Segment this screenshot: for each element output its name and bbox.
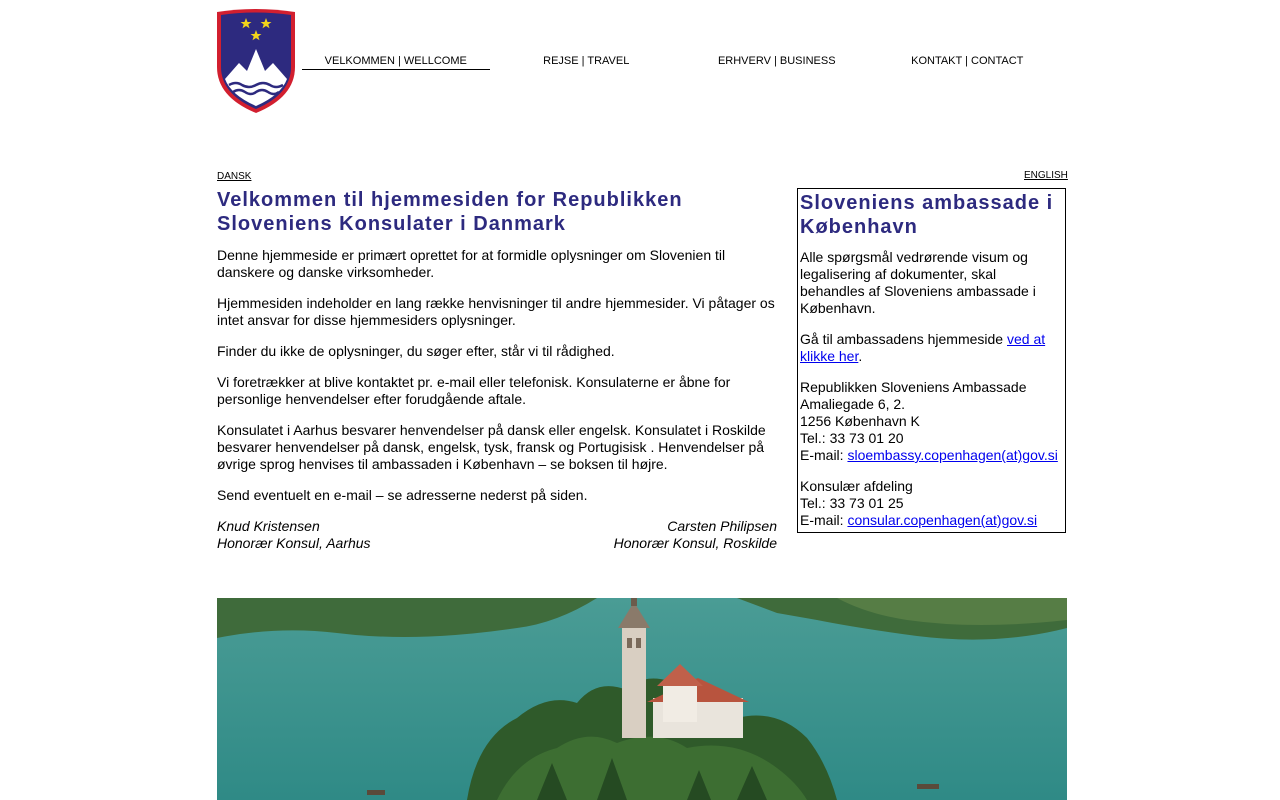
embassy-box-title: Sloveniens ambassade i København bbox=[800, 192, 1054, 238]
embassy-street: Amaliegade 6, 2. bbox=[800, 396, 906, 412]
embassy-website-line bbox=[800, 331, 1063, 365]
consular-department bbox=[800, 478, 1063, 529]
embassy-phone: Tel.: 33 73 01 20 bbox=[800, 430, 904, 446]
signature-roskilde bbox=[614, 518, 777, 552]
slovenia-coat-of-arms-logo[interactable] bbox=[215, 9, 297, 115]
lake-bled-photo bbox=[217, 598, 1067, 800]
embassy-link-suffix: . bbox=[858, 348, 863, 364]
email-paragraph: Send eventuelt en e-mail – se adresserne nederst på siden. bbox=[217, 487, 588, 503]
languages-paragraph: Konsulatet i Aarhus besvarer henvendelser på dansk eller engelsk. Konsulatet i Roskilde besvarer henvendelser på dansk, engelsk, tysk, fransk og Portugisisk . Henvendelser på øvrige sprog henvises til ambassaden i København – se boksen til højre. bbox=[217, 422, 766, 472]
embassy-info-box bbox=[797, 188, 1066, 533]
links-disclaimer-paragraph: Hjemmesiden indeholder en lang række henvisninger til andre hjemmesider. Vi påtager os intet ansvar for disse hjemmesiders oplysninger. bbox=[217, 295, 775, 328]
intro-paragraph: Denne hjemmeside er primært oprettet for at formidle oplysninger om Slovenien til danskere og danske virksomheder. bbox=[217, 247, 726, 280]
embassy-link-prefix: Gå til ambassadens hjemmeside bbox=[800, 331, 1007, 347]
language-link-english[interactable]: ENGLISH bbox=[1024, 170, 1068, 181]
consul-title-roskilde: Honorær Konsul, Roskilde bbox=[613, 535, 777, 551]
embassy-email-label: E-mail: bbox=[800, 447, 848, 463]
signature-aarhus bbox=[217, 518, 371, 552]
embassy-intro: Alle spørgsmål vedrørende visum og legalisering af dokumenter, skal behandles af Sloveniens ambassade i København. bbox=[800, 249, 1036, 316]
nav-item-welcome[interactable]: VELKOMMEN | WELLCOME bbox=[302, 54, 490, 70]
consular-email-label: E-mail: bbox=[800, 512, 848, 528]
help-paragraph: Finder du ikke de oplysninger, du søger efter, står vi til rådighed. bbox=[217, 343, 615, 359]
lake-island-church-image bbox=[217, 598, 1067, 800]
nav-item-contact[interactable]: KONTAKT | CONTACT bbox=[911, 55, 1024, 67]
consul-name-roskilde: Carsten Philipsen bbox=[667, 518, 777, 534]
consul-title-aarhus: Honorær Konsul, Aarhus bbox=[217, 535, 371, 551]
page-title: Velkommen til hjemmesiden for Republikken Sloveniens Konsulater i Danmark bbox=[217, 189, 683, 235]
embassy-name: Republikken Sloveniens Ambassade bbox=[800, 379, 1027, 395]
embassy-address bbox=[800, 379, 1063, 464]
nav-item-travel[interactable]: REJSE | TRAVEL bbox=[543, 55, 630, 67]
main-content bbox=[217, 188, 777, 552]
language-link-danish[interactable]: DANSK bbox=[217, 171, 252, 182]
embassy-email-link[interactable]: sloembassy.copenhagen(at)gov.si bbox=[847, 447, 1058, 463]
consular-email-link[interactable]: consular.copenhagen(at)gov.si bbox=[847, 512, 1038, 528]
consular-heading: Konsulær afdeling bbox=[800, 478, 913, 494]
shield-icon bbox=[215, 9, 297, 115]
main-navigation bbox=[302, 54, 1064, 70]
contact-preference-paragraph: Vi foretrækker at blive kontaktet pr. e-mail eller telefonisk. Konsulaterne er åbne for personlige henvendelser efter forudgående aftale. bbox=[217, 374, 731, 407]
embassy-city: 1256 København K bbox=[800, 413, 920, 429]
nav-item-business[interactable]: ERHVERV | BUSINESS bbox=[717, 55, 836, 67]
consular-phone: Tel.: 33 73 01 25 bbox=[800, 495, 904, 511]
consul-name-aarhus: Knud Kristensen bbox=[217, 518, 320, 534]
consul-signatures bbox=[217, 518, 777, 552]
embassy-website-link[interactable]: ved at klikke her bbox=[800, 331, 1046, 364]
